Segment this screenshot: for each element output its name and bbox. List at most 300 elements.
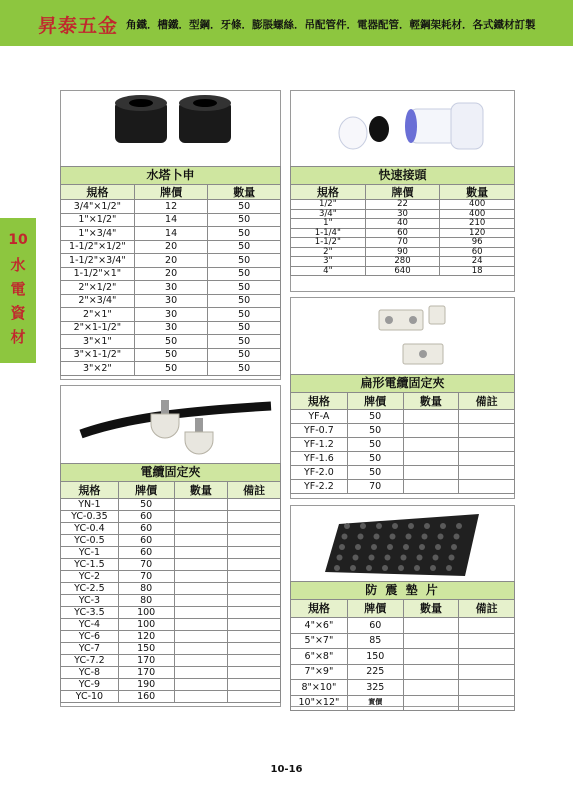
- price-cell: 70: [118, 571, 174, 583]
- price-cell: 60: [118, 535, 174, 547]
- col-header-price: 牌價: [134, 185, 208, 200]
- side-tab-char: 材: [10, 328, 26, 346]
- spec-cell: 3/4"×1/2": [61, 200, 135, 214]
- price-cell: 50: [347, 410, 403, 424]
- pad-stud: [451, 544, 457, 550]
- table-row: [291, 480, 515, 494]
- note-cell: [228, 679, 281, 691]
- price-cell: 60: [118, 547, 174, 559]
- qty-cell: [174, 631, 228, 643]
- pad-stud: [454, 534, 460, 540]
- pad-stud: [360, 523, 366, 529]
- note-cell: [228, 595, 281, 607]
- price-cell: 30: [134, 281, 208, 295]
- qty-cell: 50: [208, 240, 281, 254]
- pad-stud: [456, 523, 462, 529]
- spec-cell: YC-4: [61, 619, 119, 631]
- qty-cell: 120: [440, 228, 515, 238]
- anti-vibration-pad-table: [290, 599, 515, 711]
- table-row: [61, 499, 281, 511]
- note-cell: [228, 511, 281, 523]
- table-row: [291, 238, 515, 248]
- price-cell: 120: [118, 631, 174, 643]
- header-tagline: 角鐵．槽鐵．型鋼．牙條．膨脹螺絲．吊配管件．電器配管．輕鋼架耗材．各式鐵材訂製: [126, 19, 536, 31]
- pad-stud: [390, 534, 396, 540]
- note-cell: [228, 535, 281, 547]
- table-row: [291, 266, 515, 276]
- qty-cell: 50: [208, 321, 281, 335]
- note-cell: [228, 583, 281, 595]
- price-cell: 14: [134, 227, 208, 241]
- pad-stud: [435, 544, 441, 550]
- note-cell: [228, 655, 281, 667]
- price-cell: 60: [118, 511, 174, 523]
- price-cell: 325: [347, 680, 403, 696]
- qty-cell: [403, 695, 459, 711]
- qty-cell: [174, 619, 228, 631]
- table-row: [61, 200, 281, 214]
- price-cell: 100: [118, 619, 174, 631]
- pad-stud: [350, 565, 356, 571]
- price-cell: 170: [118, 655, 174, 667]
- spec-cell: 3"×2": [61, 362, 135, 376]
- qty-cell: [174, 583, 228, 595]
- note-cell: [459, 695, 515, 711]
- qty-cell: [174, 691, 228, 703]
- quick-coupling-table: [290, 184, 515, 276]
- qty-cell: 50: [208, 267, 281, 281]
- pad-stud: [342, 534, 348, 540]
- spec-cell: 4"×6": [291, 618, 348, 634]
- table-row: [61, 691, 281, 703]
- pad-stud: [414, 565, 420, 571]
- side-tab-char: 水: [10, 256, 26, 274]
- note-cell: [228, 667, 281, 679]
- pad-stud: [406, 534, 412, 540]
- spec-cell: YF-0.7: [291, 424, 348, 438]
- qty-cell: [403, 424, 459, 438]
- table-row: [61, 547, 281, 559]
- spec-cell: YF-A: [291, 410, 348, 424]
- table-row: [61, 308, 281, 322]
- spec-cell: YC-7.2: [61, 655, 119, 667]
- price-cell: 280: [365, 257, 440, 267]
- pad-stud: [446, 565, 452, 571]
- table-row: [291, 649, 515, 665]
- col-header-price: 牌價: [347, 393, 403, 410]
- note-cell: [459, 480, 515, 494]
- qty-cell: [174, 679, 228, 691]
- table-row: [291, 200, 515, 210]
- qty-cell: [174, 499, 228, 511]
- qty-cell: 18: [440, 266, 515, 276]
- spec-cell: 2"×3/4": [61, 294, 135, 308]
- brand-name: 昇泰五金: [38, 15, 119, 37]
- pad-stud: [374, 534, 380, 540]
- price-cell: 30: [134, 308, 208, 322]
- col-header-qty: 數量: [403, 600, 459, 618]
- qty-cell: 400: [440, 209, 515, 219]
- col-header-price: 牌價: [347, 600, 403, 618]
- table-row: [291, 452, 515, 466]
- spec-cell: YC-0.4: [61, 523, 119, 535]
- spec-cell: 2"×1-1/2": [61, 321, 135, 335]
- col-header-spec: 規格: [291, 393, 348, 410]
- spec-cell: 6"×8": [291, 649, 348, 665]
- table-row: [61, 535, 281, 547]
- price-cell: 50: [118, 499, 174, 511]
- table-row: [61, 619, 281, 631]
- qty-cell: [403, 633, 459, 649]
- table-row: [61, 523, 281, 535]
- spec-cell: YC-1: [61, 547, 119, 559]
- col-header-qty: 數量: [174, 482, 228, 499]
- qty-cell: 50: [208, 348, 281, 362]
- pad-stud: [369, 555, 375, 561]
- price-cell: 20: [134, 267, 208, 281]
- qty-cell: 60: [440, 247, 515, 257]
- spec-cell: 1-1/4": [291, 228, 366, 238]
- qty-cell: [403, 480, 459, 494]
- spec-cell: YC-0.35: [61, 511, 119, 523]
- cable-clip-table: [60, 481, 281, 703]
- spec-cell: 3"×1-1/2": [61, 348, 135, 362]
- qty-cell: [174, 511, 228, 523]
- spec-cell: YC-8: [61, 667, 119, 679]
- table-row: [61, 213, 281, 227]
- price-cell: 80: [118, 595, 174, 607]
- table-row: [61, 679, 281, 691]
- price-cell: 30: [134, 321, 208, 335]
- price-cell: 85: [347, 633, 403, 649]
- table-row: [291, 410, 515, 424]
- pad-stud: [387, 544, 393, 550]
- spec-cell: YN-1: [61, 499, 119, 511]
- table-row: [61, 240, 281, 254]
- pad-stud: [419, 544, 425, 550]
- table-row: [291, 680, 515, 696]
- table-row: [61, 595, 281, 607]
- note-cell: [459, 452, 515, 466]
- spec-cell: 1-1/2"×3/4": [61, 254, 135, 268]
- col-header-qty: 數量: [440, 185, 515, 200]
- pad-stud: [382, 565, 388, 571]
- pad-stud: [401, 555, 407, 561]
- price-cell: 60: [347, 618, 403, 634]
- price-cell: 20: [134, 240, 208, 254]
- cable-clip-product-photo: [61, 386, 279, 461]
- pad-stud: [366, 565, 372, 571]
- table-row: [61, 348, 281, 362]
- spec-cell: 1-1/2": [291, 238, 366, 248]
- spec-cell: YC-3: [61, 595, 119, 607]
- qty-cell: [174, 571, 228, 583]
- pad-stud: [337, 555, 343, 561]
- spec-cell: YC-2: [61, 571, 119, 583]
- anti-vibration-pad-title: 防 震 墊 片: [290, 581, 515, 600]
- pad-stud: [408, 523, 414, 529]
- qty-cell: 400: [440, 200, 515, 210]
- pad-stud: [376, 523, 382, 529]
- table-row: [61, 294, 281, 308]
- qty-cell: 210: [440, 219, 515, 229]
- qty-cell: [174, 559, 228, 571]
- table-row: [61, 321, 281, 335]
- col-header-qty: 數量: [403, 393, 459, 410]
- price-cell: 50: [347, 466, 403, 480]
- price-cell: 22: [365, 200, 440, 210]
- price-cell: 640: [365, 266, 440, 276]
- table-row: [291, 219, 515, 229]
- spec-cell: 1/2": [291, 200, 366, 210]
- note-cell: [228, 559, 281, 571]
- pad-stud: [438, 534, 444, 540]
- table-row: [61, 254, 281, 268]
- pad-stud: [339, 544, 345, 550]
- price-cell: 12: [134, 200, 208, 214]
- col-header-price: 牌價: [365, 185, 440, 200]
- spec-cell: 10"×12": [291, 695, 348, 711]
- price-cell: 實價: [347, 695, 403, 711]
- water-tower-table: [60, 184, 281, 376]
- spec-cell: 8"×10": [291, 680, 348, 696]
- cable-clip-title: 電纜固定夾: [60, 463, 281, 482]
- col-header-note: 備註: [228, 482, 281, 499]
- col-header-spec: 規格: [291, 185, 366, 200]
- qty-cell: [403, 618, 459, 634]
- qty-cell: [174, 547, 228, 559]
- spec-cell: YC-0.5: [61, 535, 119, 547]
- price-cell: 20: [134, 254, 208, 268]
- qty-cell: 50: [208, 200, 281, 214]
- pad-stud: [371, 544, 377, 550]
- col-header-qty: 數量: [208, 185, 281, 200]
- spec-cell: 1": [291, 219, 366, 229]
- note-cell: [459, 680, 515, 696]
- spec-cell: 1"×1/2": [61, 213, 135, 227]
- pad-stud: [424, 523, 430, 529]
- flat-cable-clip-title: 扁形電纜固定夾: [290, 374, 515, 393]
- table-row: [291, 424, 515, 438]
- table-row: [61, 655, 281, 667]
- table-row: [61, 511, 281, 523]
- pad-stud: [344, 523, 350, 529]
- spec-cell: YC-3.5: [61, 607, 119, 619]
- pad-stud: [334, 565, 340, 571]
- qty-cell: 50: [208, 308, 281, 322]
- qty-cell: [174, 523, 228, 535]
- price-cell: 40: [365, 219, 440, 229]
- table-row: [61, 571, 281, 583]
- pad-stud: [358, 534, 364, 540]
- note-cell: [228, 523, 281, 535]
- spec-cell: 5"×7": [291, 633, 348, 649]
- table-row: [61, 607, 281, 619]
- note-cell: [459, 438, 515, 452]
- note-cell: [228, 571, 281, 583]
- price-cell: 225: [347, 664, 403, 680]
- price-cell: 14: [134, 213, 208, 227]
- flat-cable-clip-table: [290, 392, 515, 494]
- pad-stud: [398, 565, 404, 571]
- spec-cell: YF-1.2: [291, 438, 348, 452]
- table-row: [61, 583, 281, 595]
- qty-cell: [174, 667, 228, 679]
- spec-cell: 7"×9": [291, 664, 348, 680]
- spec-cell: YC-10: [61, 691, 119, 703]
- page-number: 10-16: [270, 764, 303, 775]
- price-cell: 60: [118, 523, 174, 535]
- quick-coupling-title: 快速接頭: [290, 166, 515, 185]
- note-cell: [228, 607, 281, 619]
- bushing-right: [179, 95, 231, 143]
- spec-cell: 3"×1": [61, 335, 135, 349]
- qty-cell: [403, 664, 459, 680]
- table-row: [61, 335, 281, 349]
- table-row: [61, 267, 281, 281]
- price-cell: 190: [118, 679, 174, 691]
- price-cell: 150: [118, 643, 174, 655]
- qty-cell: [403, 410, 459, 424]
- section-side-tab: [0, 218, 36, 363]
- price-cell: 50: [134, 362, 208, 376]
- spec-cell: 1-1/2"×1": [61, 267, 135, 281]
- note-cell: [228, 691, 281, 703]
- note-cell: [228, 643, 281, 655]
- table-row: [61, 362, 281, 376]
- spec-cell: 2"×1": [61, 308, 135, 322]
- table-row: [61, 667, 281, 679]
- pad-stud: [392, 523, 398, 529]
- spec-cell: YC-6: [61, 631, 119, 643]
- spec-cell: 1-1/2"×1/2": [61, 240, 135, 254]
- pad-stud: [440, 523, 446, 529]
- col-header-note: 備註: [459, 600, 515, 618]
- pad-stud: [403, 544, 409, 550]
- note-cell: [228, 631, 281, 643]
- side-tab-number: 10: [8, 232, 28, 248]
- flat-clip-product-photo: [291, 298, 513, 373]
- qty-cell: [174, 607, 228, 619]
- price-cell: 90: [365, 247, 440, 257]
- spec-cell: YC-1.5: [61, 559, 119, 571]
- price-cell: 50: [134, 348, 208, 362]
- spec-cell: YC-9: [61, 679, 119, 691]
- qty-cell: 24: [440, 257, 515, 267]
- qty-cell: [174, 535, 228, 547]
- price-cell: 50: [134, 335, 208, 349]
- price-cell: 150: [347, 649, 403, 665]
- bushing-product-photo: [61, 91, 279, 166]
- price-cell: 70: [365, 238, 440, 248]
- col-header-note: 備註: [459, 393, 515, 410]
- qty-cell: [403, 649, 459, 665]
- table-row: [61, 631, 281, 643]
- side-tab-char: 資: [10, 304, 26, 322]
- spec-cell: 3/4": [291, 209, 366, 219]
- spec-cell: YF-2.2: [291, 480, 348, 494]
- qty-cell: 50: [208, 294, 281, 308]
- table-row: [291, 438, 515, 452]
- pad-stud: [433, 555, 439, 561]
- col-header-spec: 規格: [291, 600, 348, 618]
- pad-stud: [430, 565, 436, 571]
- note-cell: [459, 410, 515, 424]
- spec-cell: YF-1.6: [291, 452, 348, 466]
- qty-cell: [174, 595, 228, 607]
- note-cell: [228, 547, 281, 559]
- coupling-product-photo: [291, 91, 513, 166]
- table-row: [291, 618, 515, 634]
- table-row: [61, 227, 281, 241]
- price-cell: 80: [118, 583, 174, 595]
- qty-cell: 50: [208, 362, 281, 376]
- price-cell: 170: [118, 667, 174, 679]
- vibration-pad-product-photo: [291, 506, 513, 581]
- col-header-spec: 規格: [61, 185, 135, 200]
- qty-cell: [403, 466, 459, 480]
- qty-cell: 50: [208, 213, 281, 227]
- note-cell: [228, 619, 281, 631]
- spec-cell: YF-2.0: [291, 466, 348, 480]
- qty-cell: [403, 452, 459, 466]
- spec-cell: 2"×1/2": [61, 281, 135, 295]
- table-row: [61, 559, 281, 571]
- spec-cell: YC-2.5: [61, 583, 119, 595]
- table-row: [61, 281, 281, 295]
- price-cell: 60: [365, 228, 440, 238]
- qty-cell: 96: [440, 238, 515, 248]
- header-bar: [0, 0, 573, 46]
- qty-cell: 50: [208, 281, 281, 295]
- price-cell: 50: [347, 424, 403, 438]
- price-cell: 30: [134, 294, 208, 308]
- pad-stud: [385, 555, 391, 561]
- qty-cell: 50: [208, 254, 281, 268]
- qty-cell: [403, 438, 459, 452]
- price-cell: 100: [118, 607, 174, 619]
- qty-cell: 50: [208, 227, 281, 241]
- note-cell: [459, 649, 515, 665]
- spec-cell: YC-7: [61, 643, 119, 655]
- note-cell: [459, 633, 515, 649]
- qty-cell: [174, 643, 228, 655]
- pad-stud: [355, 544, 361, 550]
- price-cell: 70: [118, 559, 174, 571]
- side-tab-char: 電: [10, 280, 26, 298]
- col-header-spec: 規格: [61, 482, 119, 499]
- table-row: [291, 257, 515, 267]
- table-row: [291, 633, 515, 649]
- spec-cell: 4": [291, 266, 366, 276]
- table-row: [291, 695, 515, 711]
- qty-cell: 50: [208, 335, 281, 349]
- pad-stud: [422, 534, 428, 540]
- table-row: [291, 466, 515, 480]
- spec-cell: 3": [291, 257, 366, 267]
- pad-stud: [417, 555, 423, 561]
- table-row: [61, 643, 281, 655]
- qty-cell: [403, 680, 459, 696]
- price-cell: 160: [118, 691, 174, 703]
- pad-stud: [353, 555, 359, 561]
- note-cell: [459, 618, 515, 634]
- price-cell: 70: [347, 480, 403, 494]
- price-cell: 50: [347, 438, 403, 452]
- note-cell: [459, 424, 515, 438]
- water-tower-title: 水塔卜申: [60, 166, 281, 185]
- note-cell: [459, 466, 515, 480]
